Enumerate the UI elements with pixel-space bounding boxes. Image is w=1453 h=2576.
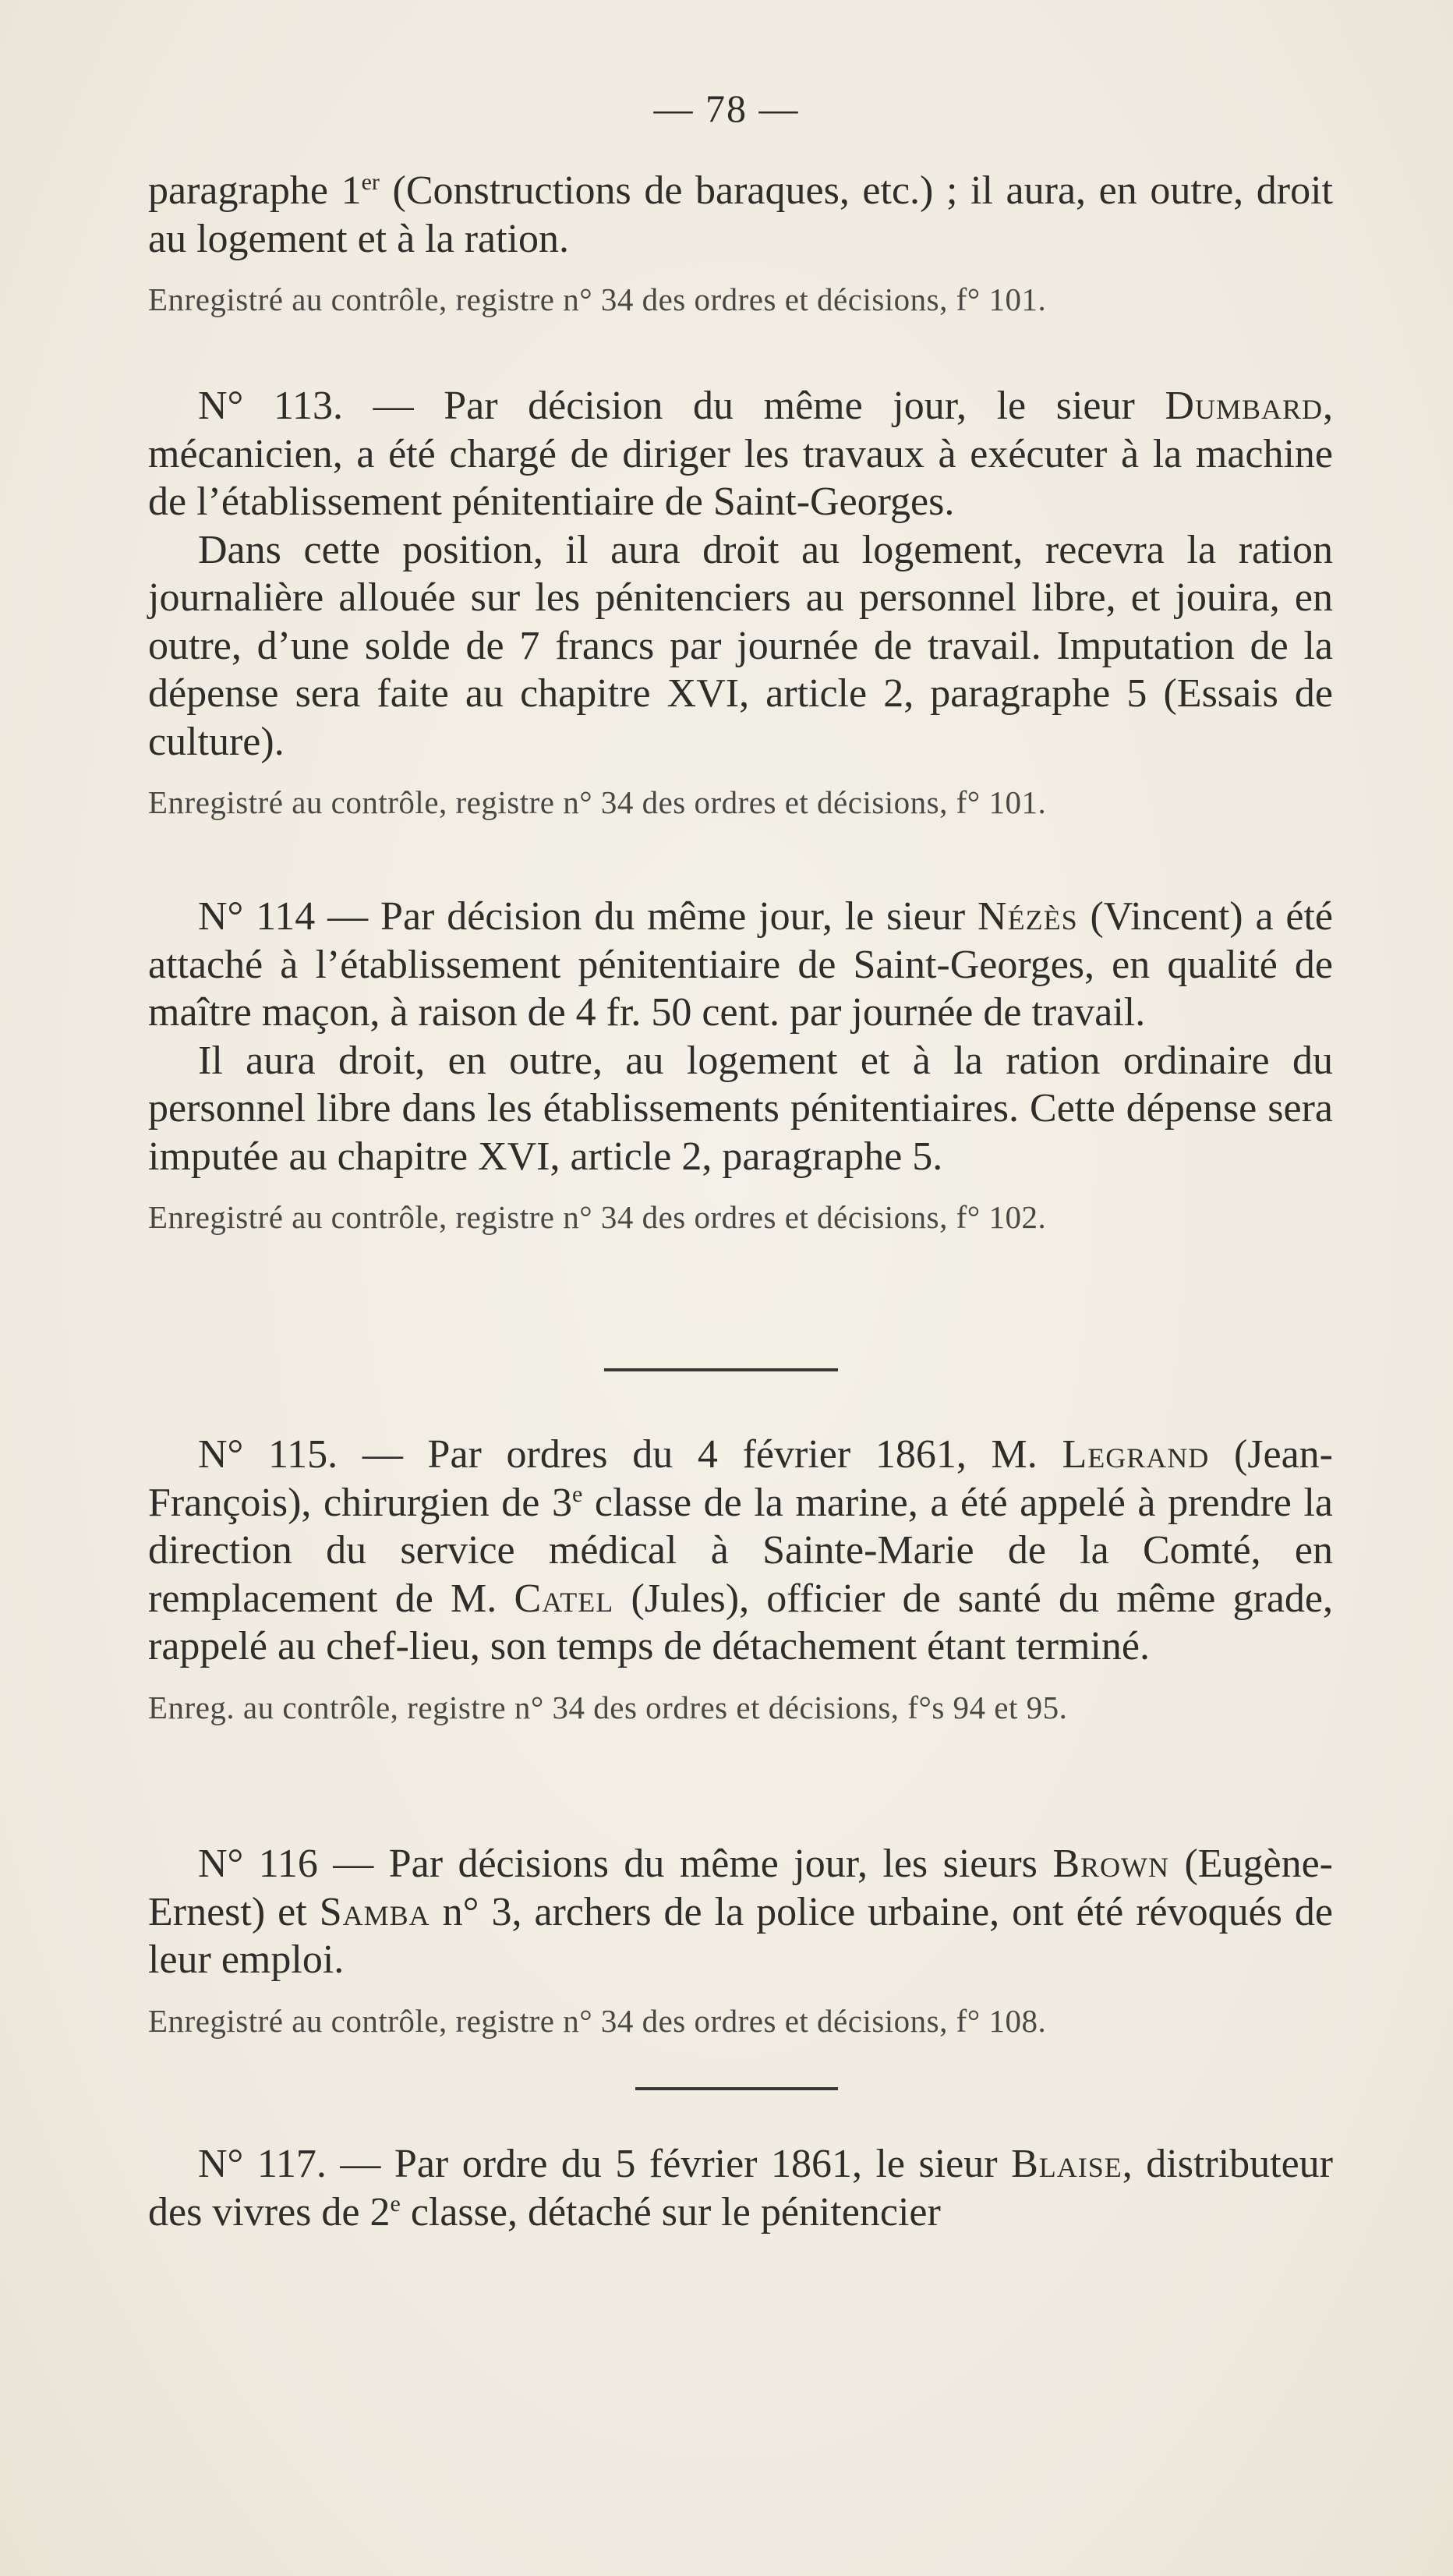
entry-114 <box>148 893 1333 1237</box>
person-name: Blaise <box>1011 2142 1122 2186</box>
registry-note: Enreg. au contrôle, registre n° 34 des ordres et décisions, f°s 94 et 95. <box>148 1689 1068 1725</box>
superscript: er <box>361 169 380 195</box>
superscript: e <box>390 2190 401 2217</box>
registry-note: Enregistré au contrôle, registre n° 34 des ordres et décisions, f° 101. <box>148 281 1047 317</box>
superscript: e <box>571 1481 583 1507</box>
entry-113 <box>148 382 1333 822</box>
entry-113-paragraph-2: Dans cette position, il aura droit au logement, recevra la ration journalière allouée sur les pénitenciers au personnel libre, et jouira, en outre, d’une solde de 7 francs par journée de travail. Imputation de la dépense sera faite au chapitre XVI, article 2, paragraphe 5 (Essais de culture). <box>148 527 1333 764</box>
entry-114-paragraph-1: N° 114 — Par décision du même jour, le sieur Nézès (Vincent) a été attaché à l’établissement pénitentiaire de Saint-Georges, en qualité de maître maçon, à raison de 4 fr. 50 cent. par journée de travail. <box>148 894 1333 1035</box>
person-name: Brown <box>1052 1842 1170 1886</box>
page-number: — 78 — <box>653 87 800 130</box>
person-name: Nézès <box>978 894 1078 939</box>
person-name: Catel <box>514 1576 614 1621</box>
entry-117 <box>148 2140 1333 2236</box>
registry-note: Enregistré au contrôle, registre n° 34 des ordres et décisions, f° 108. <box>148 2002 1047 2039</box>
entry-115 <box>148 1431 1333 1727</box>
entry-115-paragraph: N° 115. — Par ordres du 4 février 1861, M. Legrand (Jean-François), chirurgien de 3e classe de la marine, a été appelé à prendre la direction du service médical à Sainte-Marie de la Comté, en remplacement de M. Catel (Jules), officier de santé du même grade, rappelé au chef-lieu, son temps de détachement étant terminé. <box>148 1432 1333 1668</box>
entry-113-paragraph-1: N° 113. — Par décision du même jour, le sieur Dumbard, mécanicien, a été chargé de diriger les travaux à exécuter à la machine de l’établissement pénitentiaire de Saint-Georges. <box>148 384 1333 524</box>
continuation-paragraph <box>148 167 1333 319</box>
registry-note: Enregistré au contrôle, registre n° 34 des ordres et décisions, f° 102. <box>148 1199 1047 1235</box>
entry-114-paragraph-2: Il aura droit, en outre, au logement et à la ration ordinaire du personnel libre dans les établissements pénitentiaires. Cette dépense sera imputée au chapitre XVI, article 2, paragraphe 5. <box>148 1038 1333 1179</box>
entry-116-paragraph: N° 116 — Par décisions du même jour, les sieurs Brown (Eugène-Ernest) et Samba n° 3, archers de la police urbaine, ont été révoqués de leur emploi. <box>148 1842 1334 1982</box>
registry-note: Enregistré au contrôle, registre n° 34 des ordres et décisions, f° 101. <box>148 784 1047 820</box>
section-divider <box>635 2087 838 2090</box>
person-name: Dumbard <box>1165 384 1323 428</box>
entry-117-paragraph: N° 117. — Par ordre du 5 février 1861, le sieur Blaise, distributeur des vivres de 2e classe, détaché sur le pénitencier <box>148 2142 1333 2235</box>
person-name: Legrand <box>1062 1432 1210 1477</box>
entry-116 <box>148 1840 1333 2040</box>
person-name: Samba <box>319 1889 430 1934</box>
section-divider <box>604 1368 838 1371</box>
continuation-text: paragraphe 1er (Constructions de baraques, etc.) ; il aura, en outre, droit au logement et à la ration. <box>148 168 1334 261</box>
